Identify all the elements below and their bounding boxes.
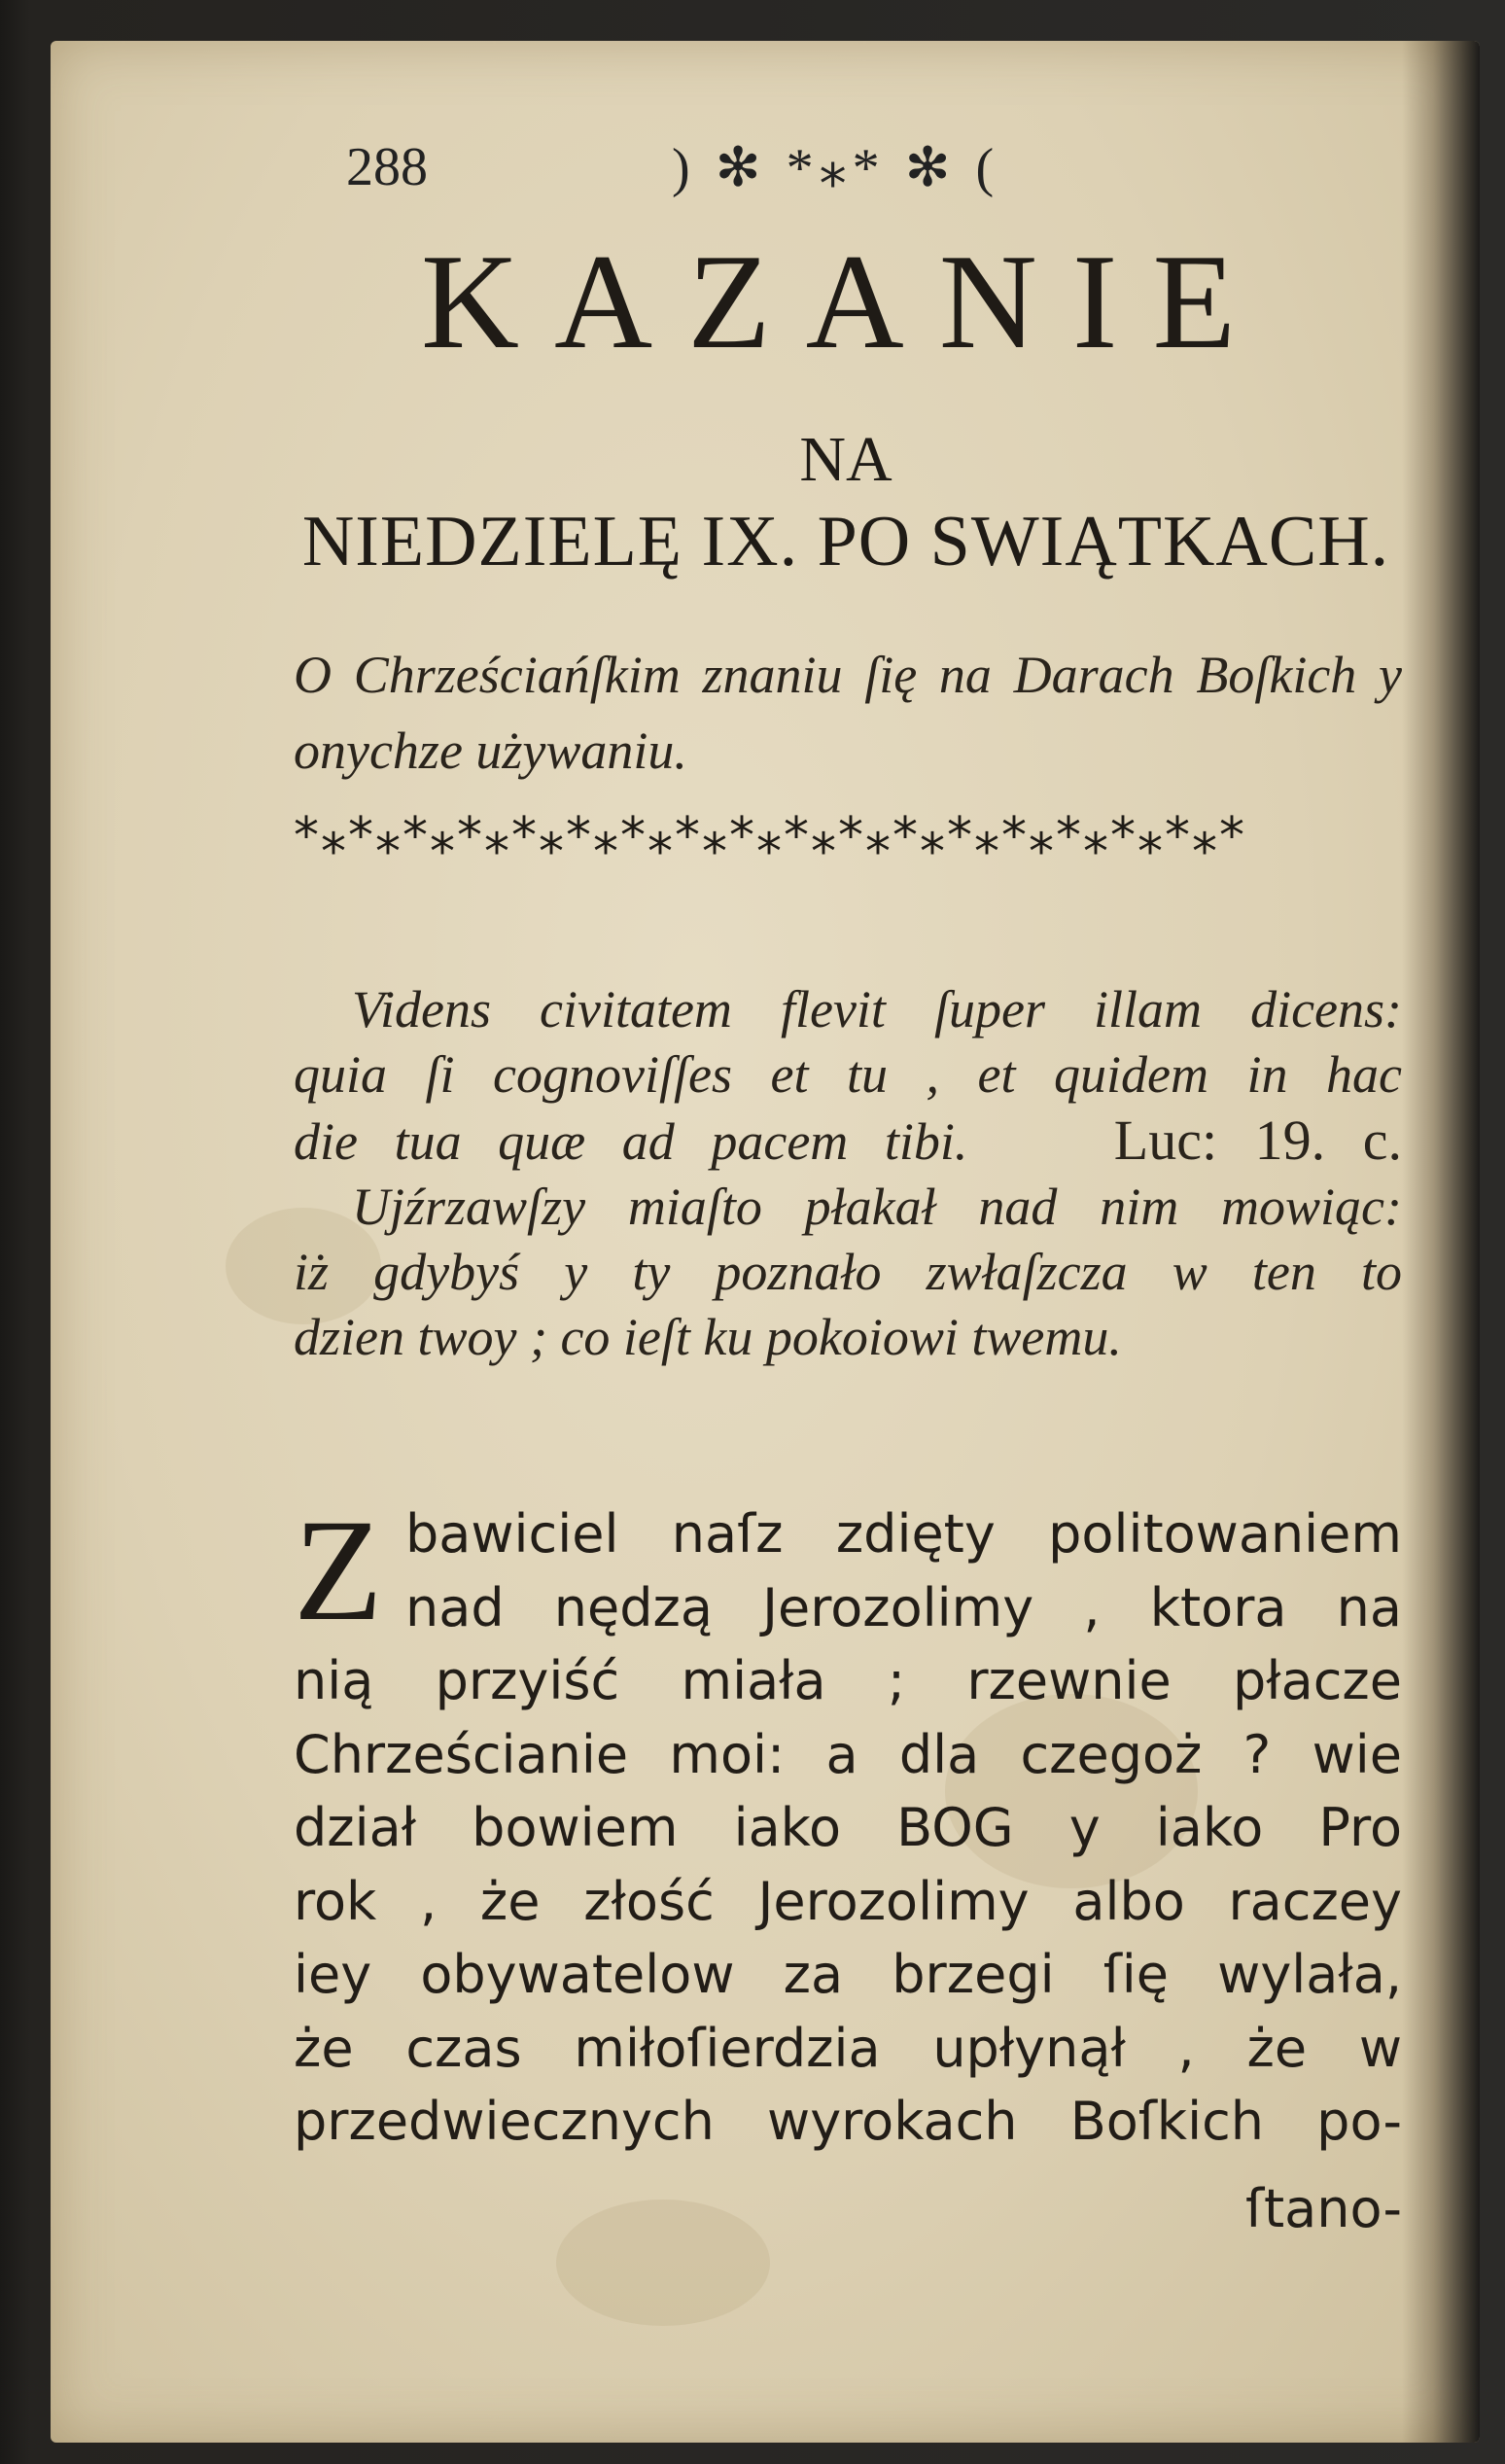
quote-line: Ujźrzawſzy miaſto płakał nad nim mowiąc: — [352, 1178, 1402, 1236]
body-line: Chrześcianie moi: a dla czegoż ? wie — [294, 1723, 1402, 1785]
body-line: nad nędzą Jerozolimy , ktora na — [405, 1576, 1402, 1638]
body-line: iey obywatelow za brzegi ſię wylała, — [294, 1944, 1402, 2005]
quote-line: die tua quæ ad pacem tibi. — [294, 1112, 968, 1171]
quote-line-with-ref — [294, 1108, 1402, 1175]
header-ornament: ) ✻ *⁎* ✻ ( — [672, 138, 1000, 198]
body-line: bawiciel naſz zdięty politowaniem — [405, 1503, 1402, 1565]
sermon-title: KAZANIE — [420, 227, 1272, 377]
page-number: 288 — [346, 137, 428, 197]
body-line: nią przyiść miała ; rzewnie płacze — [294, 1650, 1402, 1711]
quote-line: quia ſi cognoviſſes et tu , et quidem in hac — [294, 1045, 1402, 1104]
body-line: przedwiecznych wyrokach Boſkich po- — [294, 2091, 1402, 2152]
drop-cap: Z — [294, 1490, 383, 1651]
quote-line: Videns civitatem flevit ſuper illam dicens: — [352, 980, 1402, 1038]
scripture-reference: Luc: 19. c. — [1113, 1109, 1402, 1172]
catchword: ſtano- — [1244, 2178, 1402, 2239]
star-separator: *⁎*⁎*⁎*⁎*⁎*⁎*⁎*⁎*⁎*⁎*⁎*⁎*⁎*⁎*⁎*⁎*⁎* — [294, 807, 1246, 865]
sermon-subtitle: NIEDZIELĘ IX. PO SWIĄTKACH. — [301, 502, 1390, 581]
scripture-quote — [294, 977, 1402, 1370]
body-line: rok , że złość Jerozolimy albo raczey — [294, 1870, 1402, 1932]
page-gutter-shadow — [1402, 41, 1480, 2443]
body-line: dział bowiem iako BOG y iako Pro — [294, 1797, 1402, 1858]
sermon-topic: O Chrześciańſkim znaniu ſię na Darach Boſkich y onychze używaniu. — [294, 646, 1402, 780]
running-header — [346, 136, 1221, 204]
body-line: że czas miłoſierdzia upłynął , że w — [294, 2017, 1402, 2079]
sermon-body — [294, 1490, 1402, 2159]
quote-line: dzien twoy ; co ieſt ku pokoiowi twemu. — [294, 1308, 1122, 1366]
title-na: NA — [799, 424, 892, 495]
quote-line: iż gdybyś y ty poznało zwłaſzcza w ten to — [294, 1243, 1402, 1301]
